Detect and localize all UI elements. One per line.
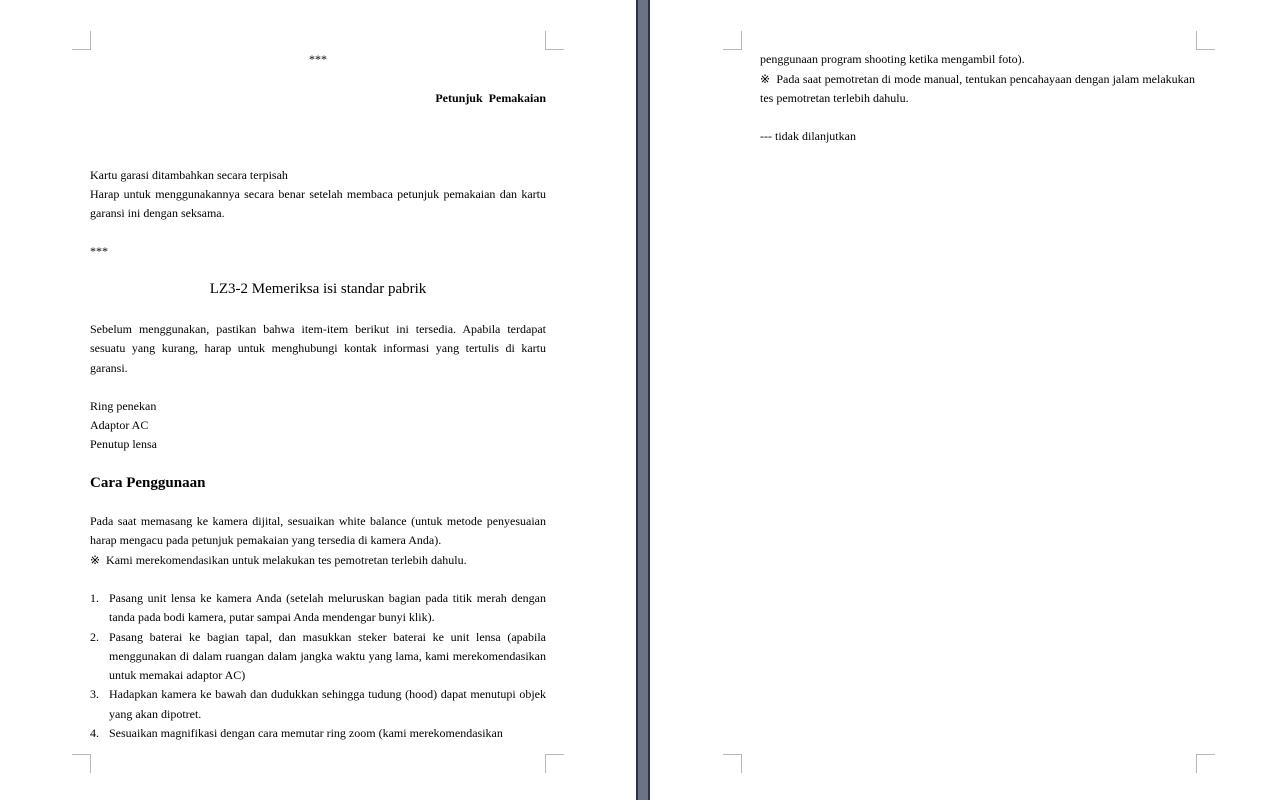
step-number: 1. bbox=[90, 591, 99, 605]
check-paragraph: Sebelum menggunakan, pastikan bahwa item-item berikut ini tersedia. Apabila terdapat sesuatu yang kurang, harap untuk menghubungi kontak informasi yang tertulis di kartu garansi. bbox=[90, 322, 546, 375]
manual-title: Petunjuk Pemakaian bbox=[435, 91, 546, 105]
not-continued: --- tidak dilanjutkan bbox=[760, 129, 856, 143]
list-item: Ring penekan bbox=[90, 399, 157, 413]
steps-list bbox=[90, 589, 546, 743]
document-page-left bbox=[0, 0, 636, 800]
card-line: Kartu garasi ditambahkan secara terpisah bbox=[90, 168, 288, 182]
margin-corner-bottom-right bbox=[1196, 754, 1215, 773]
usage-paragraph: Pada saat memasang ke kamera dijital, sesuaikan white balance (untuk metode penyesuaian harap mengacu pada petunjuk pemakaian yang tersedia di kamera Anda). bbox=[90, 514, 546, 548]
list-item bbox=[90, 589, 546, 628]
instruction-paragraph: Harap untuk menggunakannya secara benar setelah membaca petunjuk pemakaian dan kartu garansi ini dengan seksama. bbox=[90, 187, 546, 221]
margin-corner-top-left bbox=[72, 31, 91, 50]
stars-top: *** bbox=[309, 52, 327, 66]
usage-note: ※ Kami merekomendasikan untuk melakukan tes pemotretan terlebih dahulu. bbox=[90, 553, 467, 567]
stars-mid: *** bbox=[90, 244, 108, 258]
step-text: Sesuaikan magnifikasi dengan cara memutar ring zoom (kami merekomendasikan bbox=[109, 726, 503, 741]
margin-corner-bottom-left bbox=[723, 754, 742, 773]
section-title: LZ3-2 Memeriksa isi standar pabrik bbox=[209, 281, 427, 297]
continued-line: penggunaan program shooting ketika mengambil foto). bbox=[760, 52, 1025, 66]
step-number: 4. bbox=[90, 726, 99, 741]
usage-heading: Cara Penggunaan bbox=[90, 475, 206, 491]
margin-corner-bottom-right bbox=[545, 754, 564, 773]
margin-corner-top-right bbox=[1196, 31, 1215, 50]
step-text: Hadapkan kamera ke bawah dan dudukkan sehingga tudung (hood) dapat menutupi objek yang akan dipotret. bbox=[109, 687, 546, 721]
step-text: Pasang baterai ke bagian tapal, dan masukkan steker baterai ke unit lensa (apabila menggunakan di dalam ruangan dalam jangka waktu yang lama, kami merekomendasikan untuk memakai adaptor AC) bbox=[109, 629, 546, 683]
document-page-right bbox=[650, 0, 1288, 800]
page-gutter bbox=[636, 0, 650, 800]
margin-corner-top-right bbox=[545, 31, 564, 50]
step-text: Pasang unit lensa ke kamera Anda (setelah meluruskan bagian pada titik merah dengan tanda pada bodi kamera, putar sampai Anda mendengar bunyi klik). bbox=[109, 591, 546, 625]
list-item: Adaptor AC bbox=[90, 418, 149, 432]
manual-note: ※ Pada saat pemotretan di mode manual, tentukan pencahayaan dengan jalam melakukan tes pemotretan terlebih dahulu. bbox=[760, 72, 1198, 106]
step-number: 3. bbox=[90, 687, 99, 702]
step-number: 2. bbox=[90, 629, 99, 644]
list-item bbox=[90, 724, 546, 743]
list-item: Penutup lensa bbox=[90, 437, 157, 451]
margin-corner-bottom-left bbox=[72, 754, 91, 773]
list-item bbox=[90, 685, 546, 724]
margin-corner-top-left bbox=[723, 31, 742, 50]
list-item bbox=[90, 628, 546, 686]
